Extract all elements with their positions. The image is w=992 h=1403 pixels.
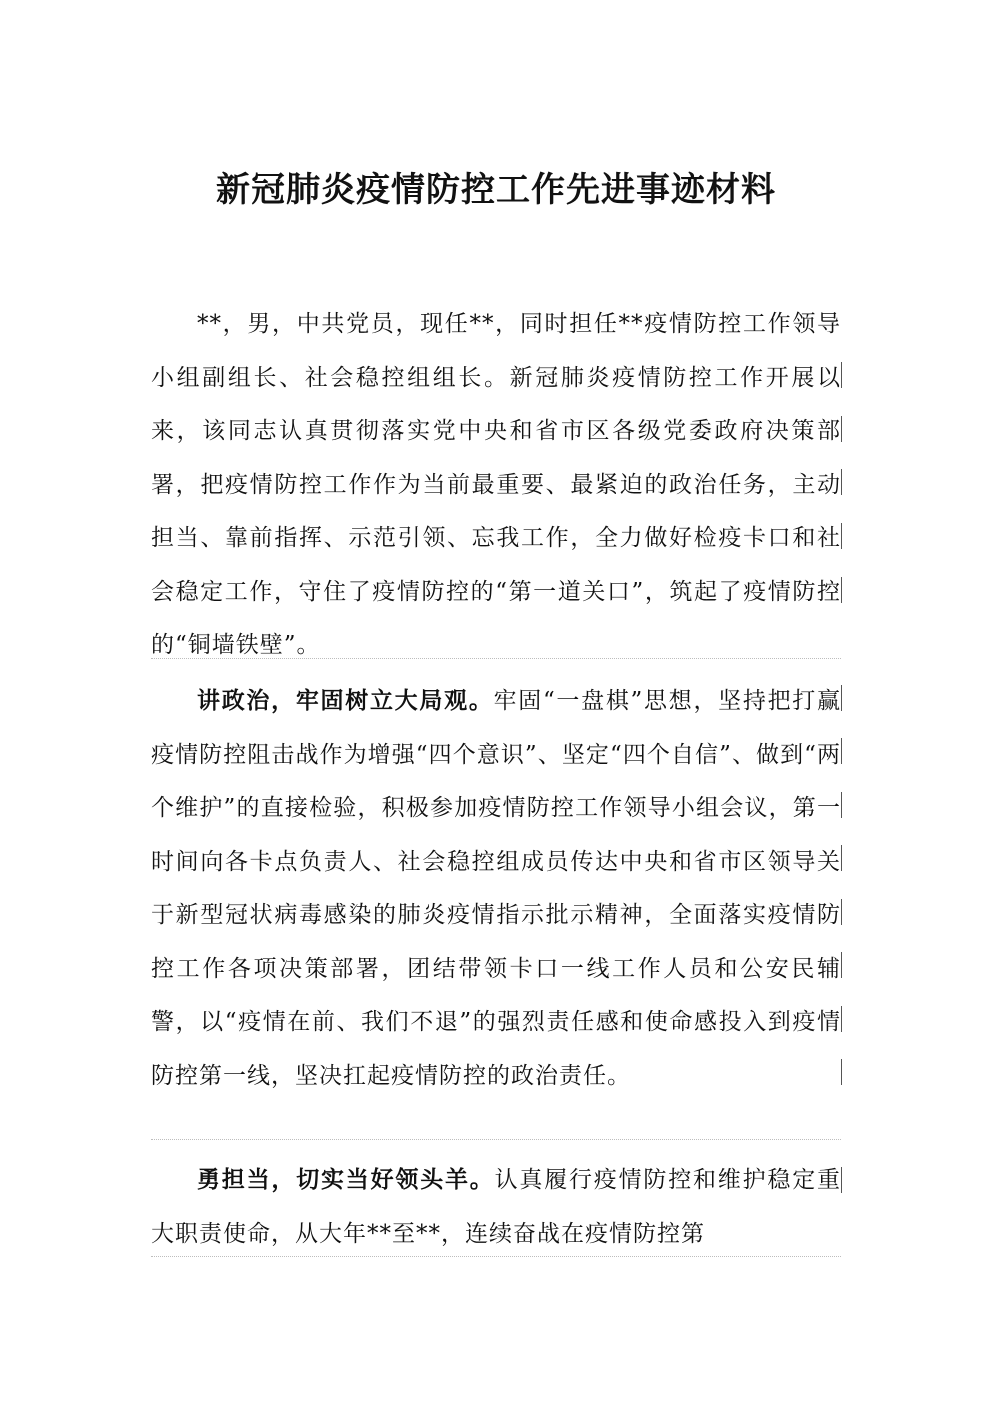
paragraph-politics xyxy=(151,675,841,1103)
section-divider xyxy=(151,1256,841,1257)
margin-marker xyxy=(841,362,842,388)
margin-marker xyxy=(841,792,842,818)
margin-marker xyxy=(841,1006,842,1032)
section-divider xyxy=(151,1139,841,1140)
margin-marker xyxy=(841,469,842,495)
margin-marker xyxy=(841,952,842,978)
margin-marker xyxy=(841,1059,842,1085)
margin-marker xyxy=(841,1167,842,1193)
margin-marker xyxy=(841,523,842,549)
paragraph-intro-text: **，男，中共党员，现任**，同时担任**疫情防控工作领导小组副组长、社会稳控组组长。新冠肺炎疫情防控工作开展以来，该同志认真贯彻落实党中央和省市区各级党委政府决策部署，把疫情防控工作作为当前最重要、最紧迫的政治任务，主动担当、靠前指挥、示范引领、忘我工作，全力做好检疫卡口和社会稳定工作，守住了疫情防控的“第一道关口”，筑起了疫情防控的“铜墙铁壁”。 xyxy=(151,311,841,658)
margin-marker xyxy=(841,577,842,603)
margin-marker xyxy=(841,738,842,764)
margin-marker xyxy=(841,416,842,442)
paragraph-responsibility xyxy=(151,1154,841,1261)
paragraph-responsibility-heading: 勇担当，切实当好领头羊。 xyxy=(197,1167,495,1193)
paragraph-politics-heading: 讲政治，牢固树立大局观。 xyxy=(197,688,494,714)
margin-marker xyxy=(841,845,842,871)
paragraph-politics-text: 牢固“一盘棋”思想，坚持把打赢疫情防控阻击战作为增强“四个意识”、坚定“四个自信”、做到“两个维护”的直接检验，积极参加疫情防控工作领导小组会议，第一时间向各卡点负责人、社会稳控组成员传达中央和省市区领导关于新型冠状病毒感染的肺炎疫情指示批示精神，全面落实疫情防控工作各项决策部署，团结带领卡口一线工作人员和公安民辅警，以“疫情在前、我们不退”的强烈责任感和使命感投入到疫情防控第一线，坚决扛起疫情防控的政治责任。 xyxy=(151,688,841,1089)
margin-marker xyxy=(841,899,842,925)
section-divider xyxy=(151,658,841,659)
paragraph-intro xyxy=(151,298,841,673)
document-title: 新冠肺炎疫情防控工作先进事迹材料 xyxy=(216,170,776,210)
margin-marker xyxy=(841,685,842,711)
paragraph-responsibility-text: 认真履行疫情防控和维护稳定重大职责使命，从大年**至**，连续奋战在疫情防控第 xyxy=(151,1167,842,1247)
